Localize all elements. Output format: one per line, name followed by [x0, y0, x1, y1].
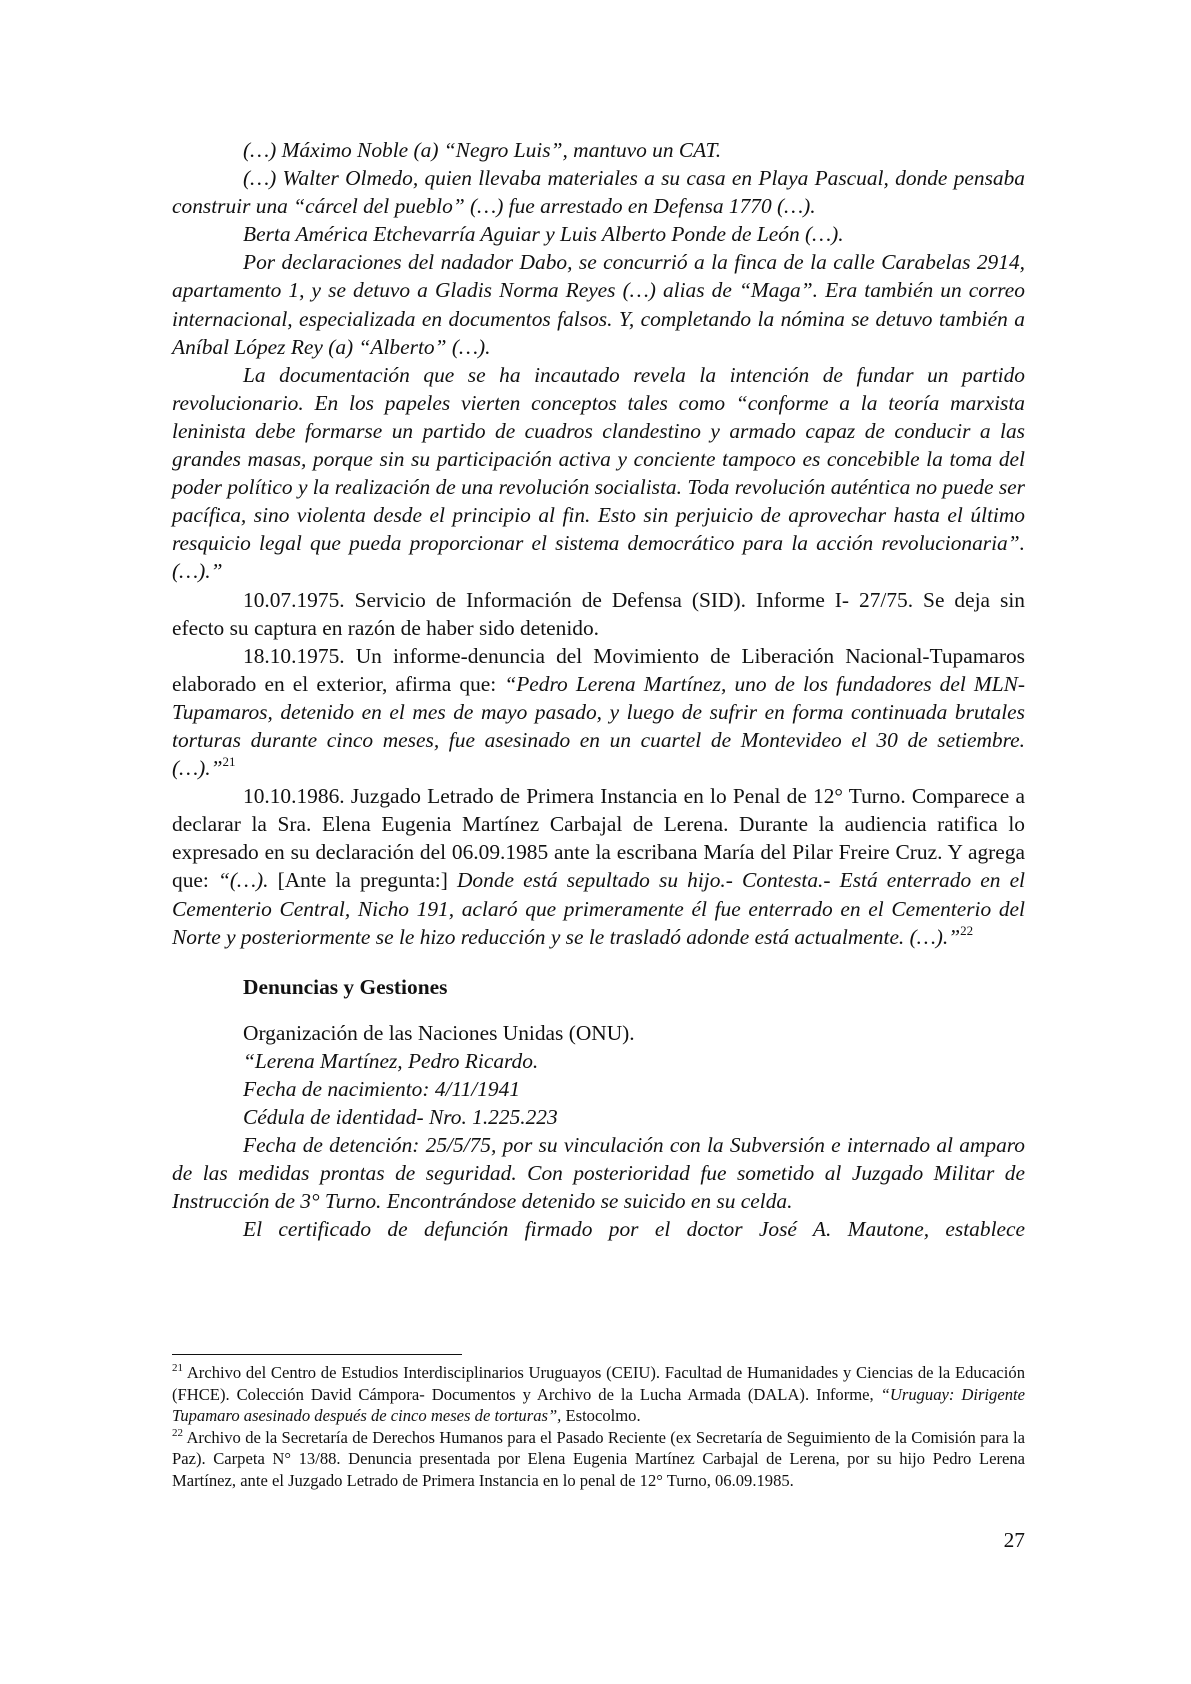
quote-text: “Pedro Lerena Martínez, uno de los fundadores del MLN- Tupamaros, detenido en el mes de mayo pasado, y luego de sufrir en forma continuada brutales torturas durante cinco meses, fue asesinado en un cuartel de Montevideo el 30 de setiembre. (…).” [172, 671, 1025, 781]
footnote-italic: “Uruguay: Dirigente Tupamaro asesinado después de cinco meses de torturas”, [172, 1384, 1025, 1426]
onu-detention: Fecha de detención: 25/5/75, por su vinculación con la Subversión e internado al amparo de las medidas prontas de seguridad. Con posterioridad fue sometido al Juzgado Militar de Instrucción de 3° Turno. Encontrándose detenido se suicido en su celda. [172, 1133, 1025, 1214]
footnote-text: Archivo del Centro de Estudios Interdisciplinarios Uruguayos (CEIU). Facultad de Humanidades y Ciencias de la Educación (FHCE). Colección David Cámpora- Documentos y Archivo de la Lucha Armada (DALA). Informe, [172, 1363, 1025, 1404]
footnote-divider [172, 1354, 462, 1355]
footnote-number: 21 [172, 1362, 183, 1374]
footnote-text: Archivo de la Secretaría de Derechos Humanos para el Pasado Reciente (ex Secretaría de Seguimiento de la Comisión para la Paz). Carpeta N° 13/88. Denuncia presentada por Elena Eugenia Martínez Carbajal de Lerena, por su hijo Pedro Lerena Martínez, ante el Juzgado Letrado de Primera Instancia en lo penal de 12° Turno, 06.09.1985. [172, 1427, 1025, 1490]
onu-certificate: El certificado de defunción firmado por el doctor José A. Mautone, establece [243, 1217, 1025, 1242]
paragraph [172, 782, 1025, 951]
footnotes [172, 1362, 1025, 1492]
quote-text: “(…). [217, 868, 269, 893]
footnote-number: 22 [172, 1426, 183, 1439]
paragraph-text: 18.10.1975. Un informe-denuncia del Movimiento de Liberación Nacional-Tupamaros elaborado en el exterior, afirma que: [172, 643, 1025, 696]
paragraph: (…) Máximo Noble (a) “Negro Luis”, mantuvo un CAT. [243, 138, 722, 162]
paragraph: La documentación que se ha incautado revela la intención de fundar un partido revolucionario. En los papeles vierten conceptos tales como “conforme a la teoría marxista leninista debe formarse un partido de cuadros clandestino y armado capaz de conducir a las grandes masas, porque sin su participación activa y conciente tampoco es concebible la toma del poder político y la realización de una revolución socialista. Toda revolución auténtica no puede ser pacífica, sino violenta desde el principio al fin. Esto sin perjuicio de aprovechar hasta el último resquicio legal que pueda proporcionar el sistema democrático para la acción revolucionaria”. (…).” [172, 362, 1025, 584]
body-text [172, 136, 1025, 1244]
footnote-ref: 21 [222, 754, 236, 770]
onu-name: “Lerena Martínez, Pedro Ricardo. [243, 1048, 539, 1073]
footnote [172, 1427, 1025, 1492]
paragraph: 10.07.1975. Servicio de Información de Defensa (SID). Informe I- 27/75. Se deja sin efecto su captura en razón de haber sido detenido. [172, 587, 1025, 640]
section-heading: Denuncias y Gestiones [243, 974, 448, 999]
paragraph: Por declaraciones del nadador Dabo, se concurrió a la finca de la calle Carabelas 2914, apartamento 1, y se detuvo a Gladis Norma Reyes (…) alias de “Maga”. Era también un correo internacional, especializada en documentos falsos. Y, completando la nómina se detuvo también a Aníbal López Rey (a) “Alberto” (…). [172, 250, 1025, 359]
page-number: 27 [1003, 1528, 1025, 1552]
paragraph: (…) Walter Olmedo, quien llevaba materiales a su casa en Playa Pascual, donde pensaba construir una “cárcel del pueblo” (…) fue arrestado en Defensa 1770 (…). [172, 166, 1025, 219]
footnote [172, 1362, 1025, 1427]
footnote-ref: 22 [960, 922, 974, 938]
onu-org: Organización de las Naciones Unidas (ONU). [243, 1020, 635, 1045]
quote-text: Donde está sepultado su hijo.- Contesta.- Está enterrado en el Cementerio Central, Nicho 191, aclaró que primeramente él fue enterrado en el Cementerio del Norte y posteriormente se le hizo reducción y se le trasladó adonde está actualmente. (…).” [172, 868, 1026, 949]
paragraph-text: 10.10.1986. Juzgado Letrado de Primera Instancia en lo Penal de 12° Turno. Comparece a declarar la Sra. Elena Eugenia Martínez Carbajal de Lerena. Durante la audiencia ratifica lo expresado en su declaración del 06.09.1985 ante la escribana María del Pilar Freire Cruz. Y agrega que: [172, 784, 1025, 893]
paragraph [172, 642, 1025, 782]
paragraph: Berta América Etchevarría Aguiar y Luis Alberto Ponde de León (…). [243, 222, 844, 247]
footnote-text: Estocolmo. [561, 1406, 641, 1426]
onu-birth: Fecha de nacimiento: 4/11/1941 [243, 1077, 521, 1101]
onu-id: Cédula de identidad- Nro. 1.225.223 [243, 1105, 558, 1130]
paragraph-text: [Ante la pregunta:] [268, 868, 457, 893]
